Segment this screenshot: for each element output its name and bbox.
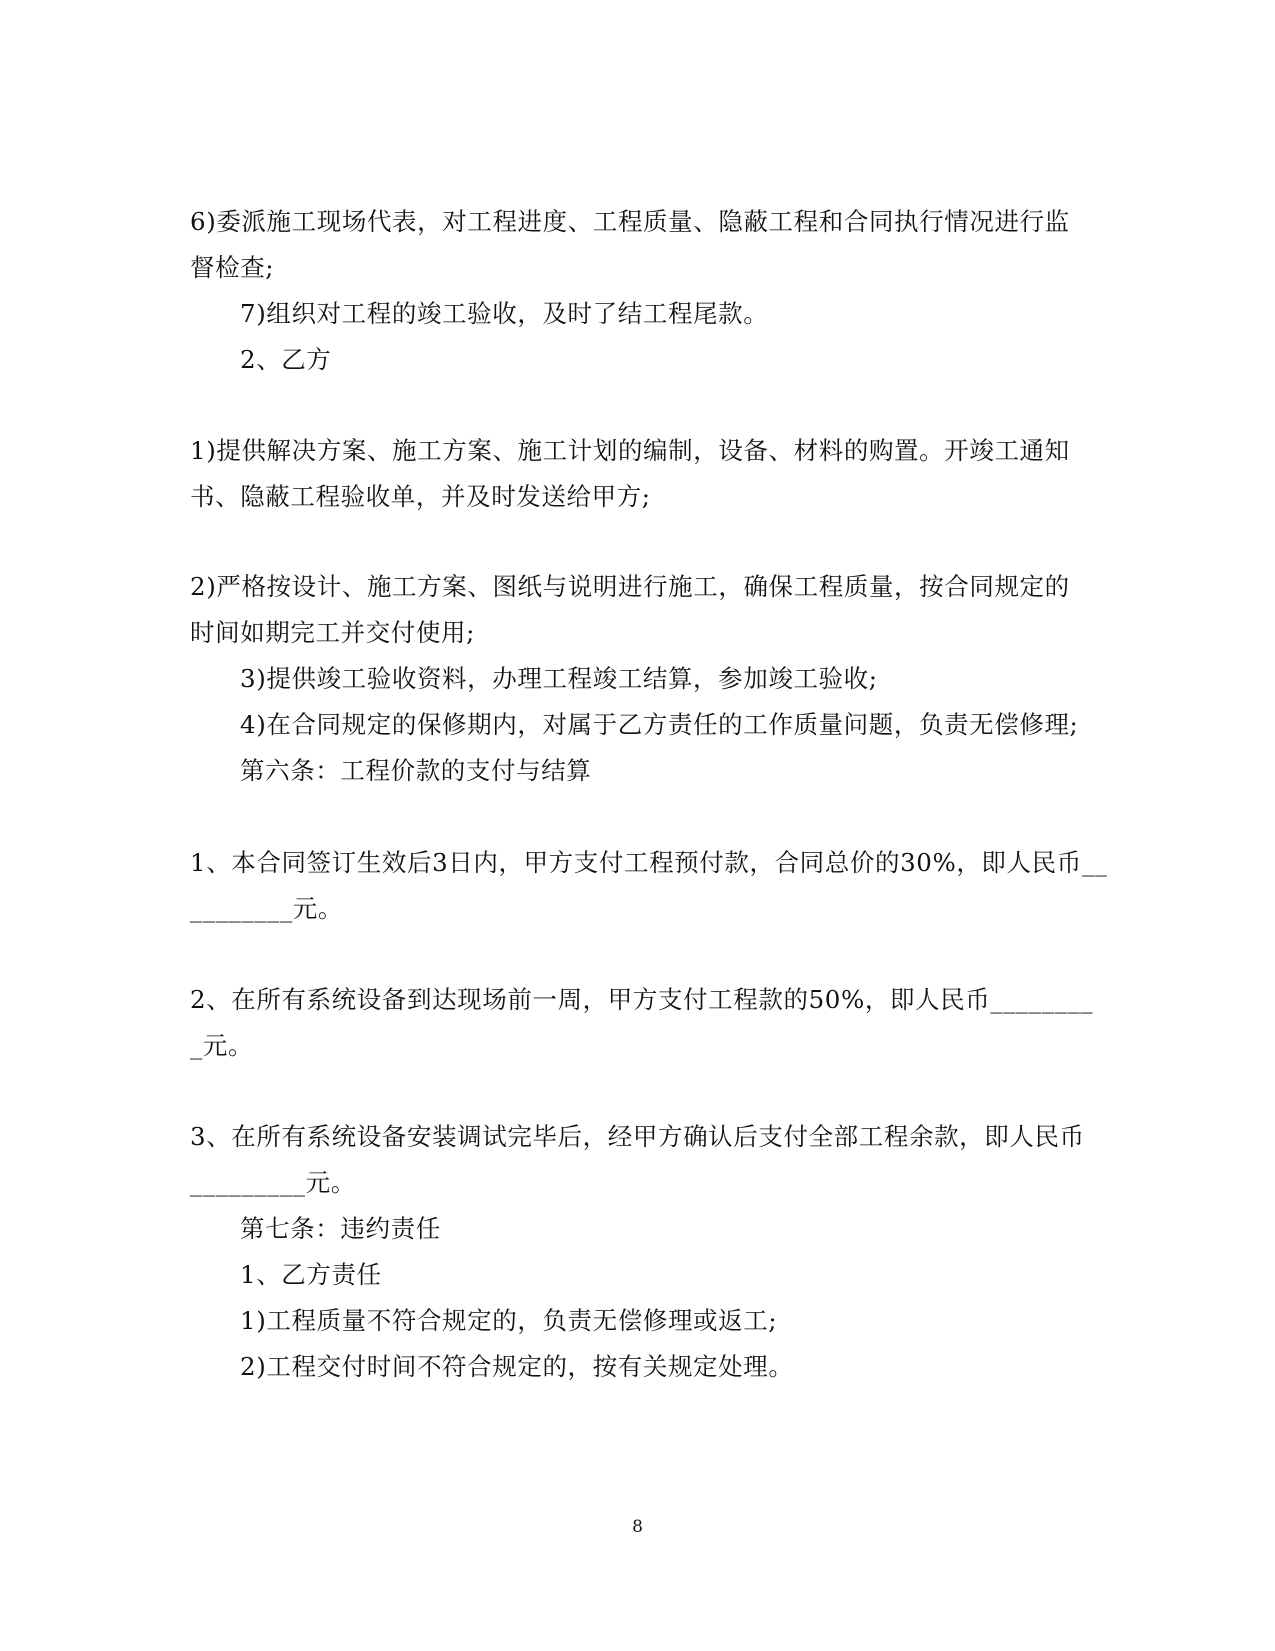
paragraph-line: 7)组织对工程的竣工验收，及时了结工程尾款。 xyxy=(240,299,769,328)
paragraph-line: 督检查; xyxy=(190,253,275,282)
paragraph-line: 2)严格按设计、施工方案、图纸与说明进行施工，确保工程质量，按合同规定的 xyxy=(190,572,1070,601)
paragraph-line: 1、本合同签订生效后3日内，甲方支付工程预付款，合同总价的30%，即人民币__ xyxy=(190,848,1108,877)
section-heading: 1、乙方责任 xyxy=(240,1260,382,1289)
paragraph-line: 时间如期完工并交付使用; xyxy=(190,618,475,647)
paragraph-line: ________元。 xyxy=(190,894,343,923)
section-heading: 2、乙方 xyxy=(240,345,332,374)
paragraph-line: 3)提供竣工验收资料，办理工程竣工结算，参加竣工验收; xyxy=(240,664,878,693)
paragraph-line: 3、在所有系统设备安装调试完毕后，经甲方确认后支付全部工程余款，即人民币 xyxy=(190,1122,1085,1151)
paragraph-line: 4)在合同规定的保修期内，对属于乙方责任的工作质量问题，负责无偿修理; xyxy=(240,710,1079,739)
paragraph-line: 书、隐蔽工程验收单，并及时发送给甲方; xyxy=(190,482,651,511)
paragraph-line: _________元。 xyxy=(190,1168,356,1197)
paragraph-line: _元。 xyxy=(190,1031,254,1060)
article-heading: 第七条：违约责任 xyxy=(240,1214,441,1243)
paragraph-line: 1)提供解决方案、施工方案、施工计划的编制，设备、材料的购置。开竣工通知 xyxy=(190,436,1070,465)
paragraph-line: 6)委派施工现场代表，对工程进度、工程质量、隐蔽工程和合同执行情况进行监 xyxy=(190,207,1070,236)
paragraph-line: 1)工程质量不符合规定的，负责无偿修理或返工; xyxy=(240,1306,778,1335)
article-heading: 第六条：工程价款的支付与结算 xyxy=(240,756,592,785)
paragraph-line: 2、在所有系统设备到达现场前一周，甲方支付工程款的50%，即人民币________ xyxy=(190,985,1094,1014)
page-number: 8 xyxy=(632,1517,643,1537)
paragraph-line: 2)工程交付时间不符合规定的，按有关规定处理。 xyxy=(240,1352,794,1381)
